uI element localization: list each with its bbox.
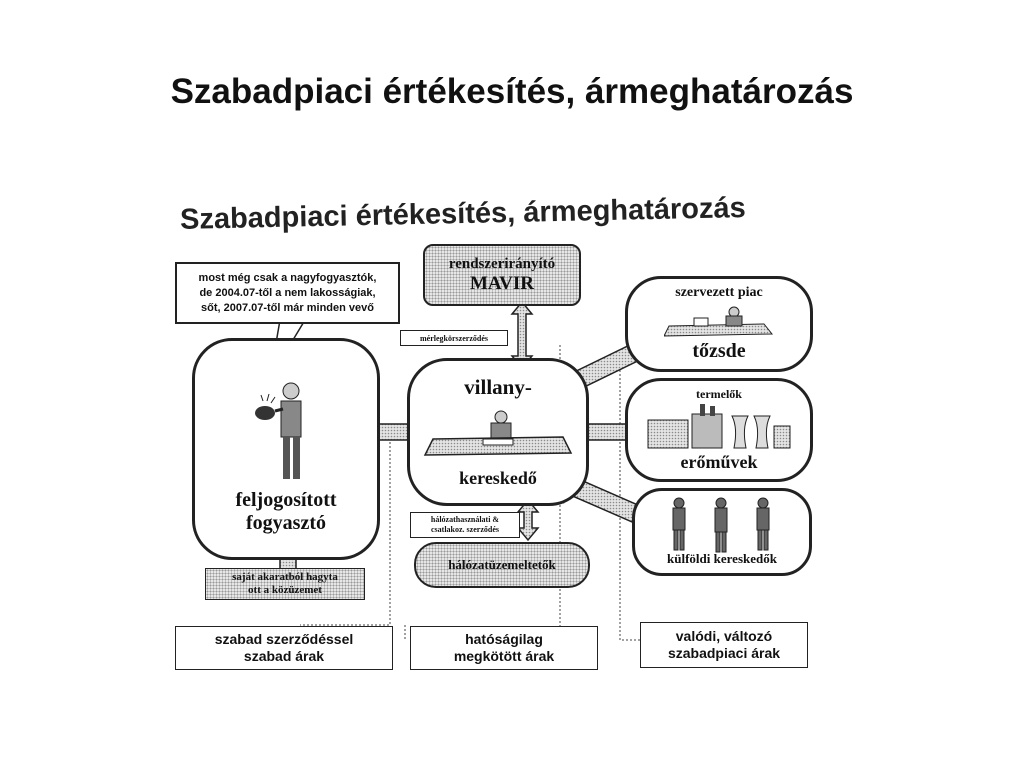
producers-bottom-label: erőművek	[680, 452, 758, 472]
market-prices-line-2: szabadpiaci árak	[667, 645, 781, 661]
mavir-box	[423, 244, 581, 306]
network-contract-line-1: hálózathasználati &	[430, 515, 500, 524]
trader-top-label: villany-	[464, 375, 532, 399]
consumer-line-2: fogyasztó	[246, 512, 326, 534]
free-prices-line-2: szabad árak	[243, 648, 325, 664]
network-contract-line-2: csatlakoz. szerződés	[431, 525, 499, 534]
scan-title: Szabadpiaci értékesítés, ármeghatározás	[179, 192, 747, 236]
network-operators-box	[414, 542, 590, 588]
callout-line-2: de 2004.07-től a nem lakosságiak,	[199, 286, 376, 299]
power-plant-icon	[644, 404, 794, 450]
consumer-box	[192, 338, 380, 560]
callout-line-1: most még csak a nagyfogyasztók,	[198, 271, 377, 284]
consumer-person-icon	[247, 379, 327, 489]
market-prices-line-1: valódi, változó	[675, 628, 773, 644]
left-note-line-1: saját akaratból hagyta	[232, 571, 338, 583]
slide-title: Szabadpiaci értékesítés, ármeghatározás	[170, 72, 854, 111]
foreign-traders-label: külföldi kereskedők	[667, 551, 777, 566]
balance-contract-label	[400, 330, 508, 346]
producers-box	[625, 378, 813, 482]
foreign-traders-icon	[659, 495, 789, 555]
exchange-box	[625, 276, 813, 372]
arrow-trader-network	[518, 500, 538, 540]
left-note-box	[205, 568, 365, 600]
left-note-line-2: ott a közüzemet	[248, 584, 322, 596]
regulated-prices-line-2: megkötött árak	[453, 648, 555, 664]
network-contract-label	[410, 512, 520, 538]
exchange-top-label: szervezett piac	[675, 285, 763, 300]
trader-at-desk-icon	[423, 409, 573, 459]
foreign-traders-box	[632, 488, 812, 576]
consumer-line-1: feljogosított	[235, 489, 337, 511]
mavir-line-2: MAVIR	[469, 272, 535, 294]
producers-top-label: termelők	[696, 387, 742, 401]
free-prices-line-1: szabad szerződéssel	[214, 631, 354, 647]
balance-contract-text: mérlegkörszerződés	[420, 333, 488, 343]
mavir-line-1: rendszerirányító	[448, 255, 556, 272]
market-prices-box	[640, 622, 808, 668]
exchange-bottom-label: tőzsde	[692, 340, 746, 362]
callout-line-3: sőt, 2007.07-től már minden vevő	[200, 301, 374, 314]
trader-bottom-label: kereskedő	[459, 468, 537, 488]
network-operators-label: hálózatüzemeltetők	[448, 557, 556, 572]
callout-note	[175, 262, 400, 324]
regulated-prices-line-1: hatóságilag	[465, 631, 543, 647]
regulated-prices-box	[410, 626, 598, 670]
stock-exchange-icon	[664, 304, 774, 338]
trader-box	[407, 358, 589, 506]
free-prices-box	[175, 626, 393, 670]
